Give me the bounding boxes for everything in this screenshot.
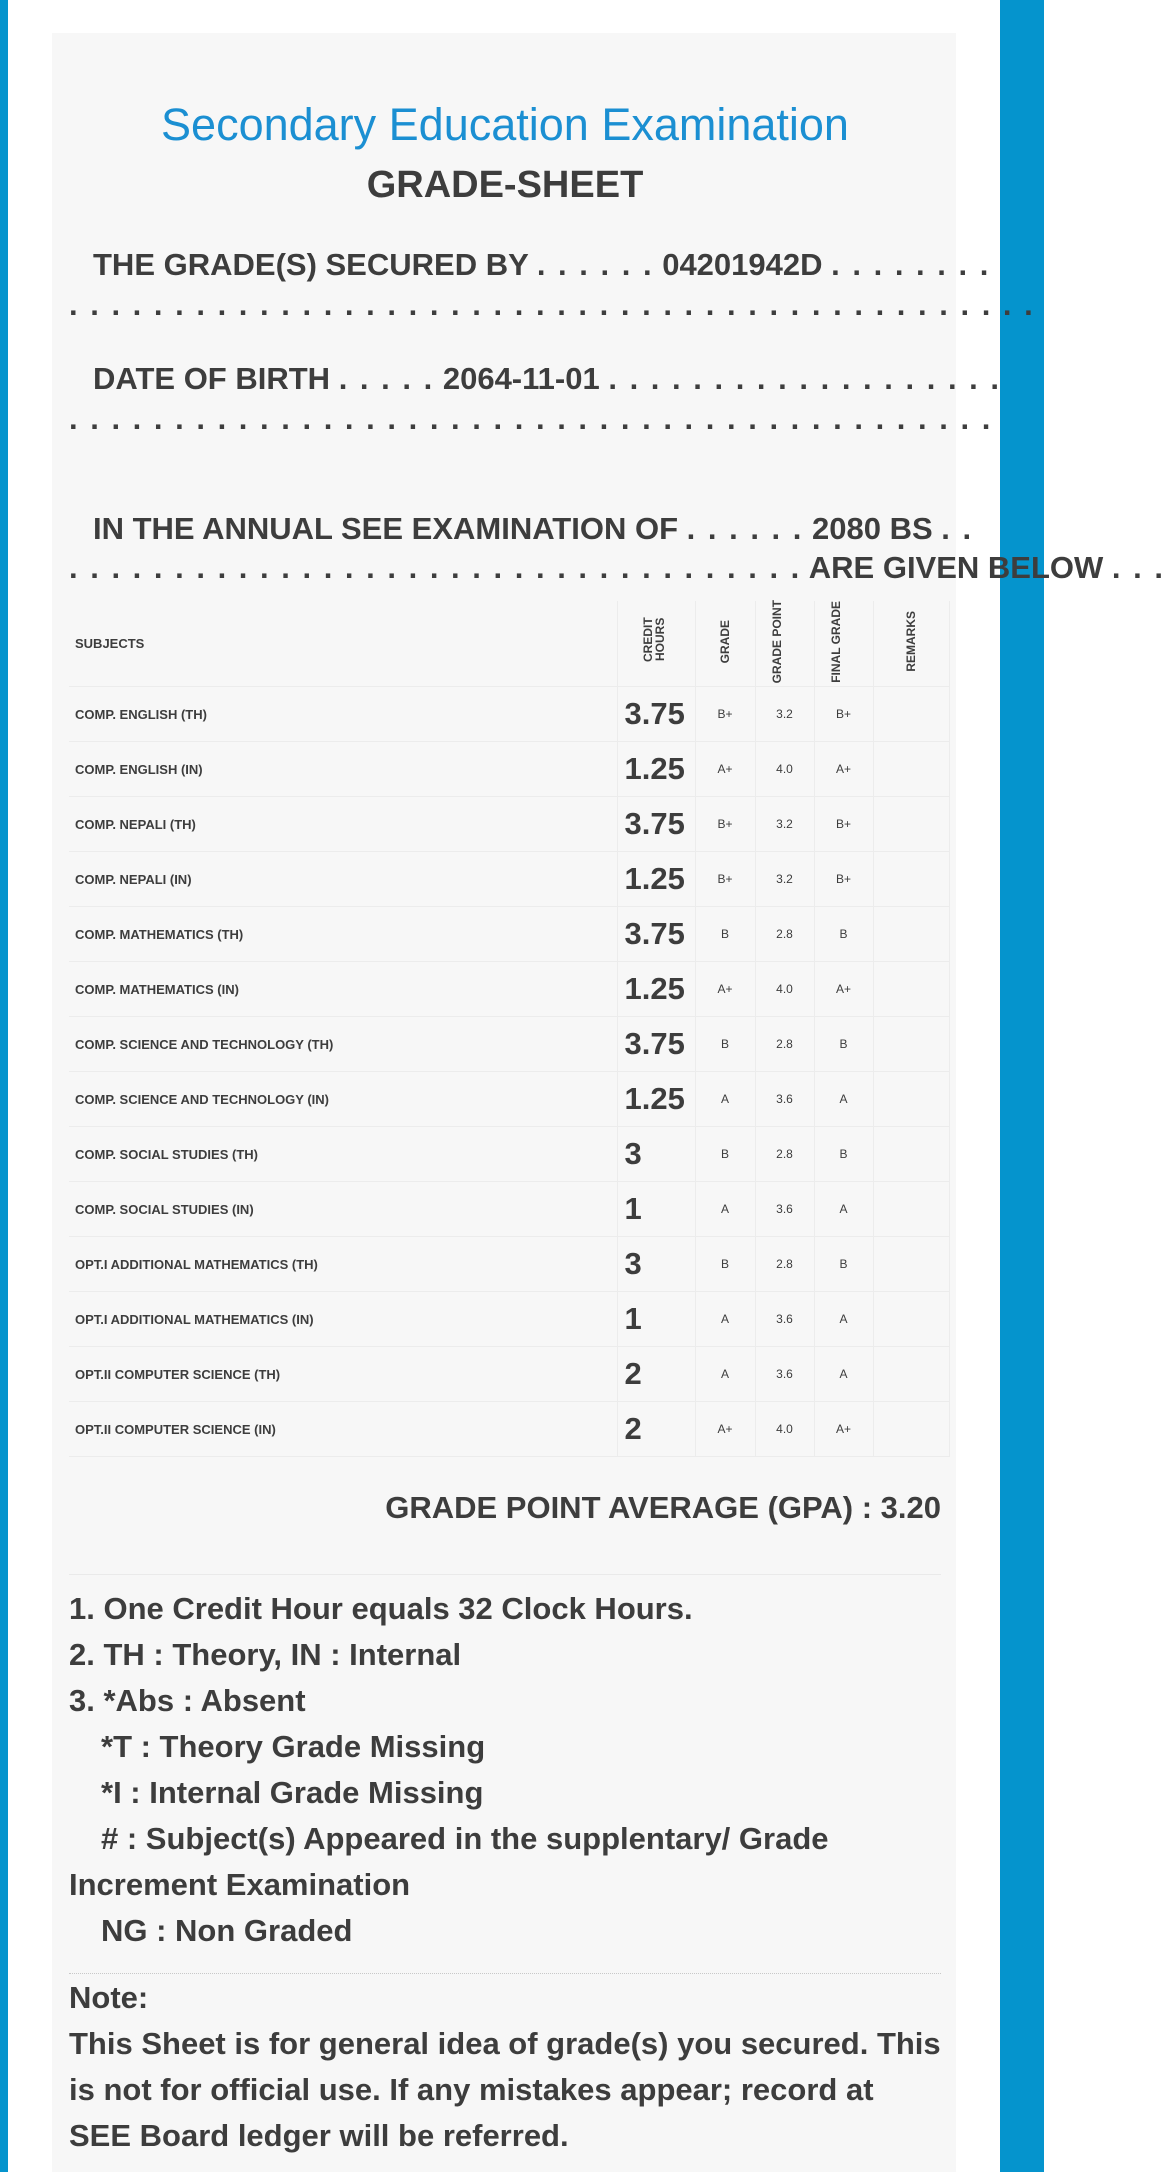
exam-year: 2080 BS <box>812 511 933 546</box>
legend-item: # : Subject(s) Appeared in the supplentary/ Grade <box>101 1821 829 1856</box>
grade-cell: A+ <box>695 962 755 1017</box>
subject-cell: COMP. SCIENCE AND TECHNOLOGY (IN) <box>69 1072 617 1127</box>
credit-hours-cell: 1.25 <box>617 742 695 797</box>
legend-item: Increment Examination <box>69 1867 411 1902</box>
dob-line: DATE OF BIRTH . . . . . 2064-11-01 . . . . . . . . . . . . . . . . . . . <box>93 361 1002 396</box>
final-grade-cell: B+ <box>814 852 873 907</box>
given-below-line: . . . . . . . . . . . . . . . . . . . . . . . . . . . . . . . . . . . ARE GIVEN BELOW . . . <box>69 550 1165 585</box>
table-row <box>69 1347 949 1402</box>
final-grade-cell: A <box>814 1182 873 1237</box>
remarks-cell <box>873 907 949 962</box>
remarks-cell <box>873 852 949 907</box>
final-grade-cell: A+ <box>814 962 873 1017</box>
table-row <box>69 797 949 852</box>
grade-cell: B+ <box>695 687 755 742</box>
table-row <box>69 1127 949 1182</box>
remarks-cell <box>873 1237 949 1292</box>
table-row <box>69 687 949 742</box>
grade-cell: B <box>695 1017 755 1072</box>
remarks-cell <box>873 1182 949 1237</box>
credit-hours-cell: 1.25 <box>617 1072 695 1127</box>
subject-cell: COMP. SCIENCE AND TECHNOLOGY (TH) <box>69 1017 617 1072</box>
grade-point-cell: 3.6 <box>755 1182 814 1237</box>
grade-point-cell: 3.2 <box>755 797 814 852</box>
grades-table-header <box>69 601 949 687</box>
credit-hours-cell: 1.25 <box>617 852 695 907</box>
grade-point-cell: 2.8 <box>755 907 814 962</box>
final-grade-header: FINAL GRADE <box>814 601 873 687</box>
symbol-number: 04201942D <box>662 247 823 282</box>
final-grade-cell: B <box>814 1127 873 1182</box>
exam-line: IN THE ANNUAL SEE EXAMINATION OF . . . . . . 2080 BS . . <box>93 511 974 546</box>
table-row <box>69 1017 949 1072</box>
credit-hours-cell: 2 <box>617 1402 695 1457</box>
subject-cell: OPT.II COMPUTER SCIENCE (TH) <box>69 1347 617 1402</box>
grades-table <box>69 601 950 1457</box>
grade-point-cell: 3.6 <box>755 1347 814 1402</box>
right-accent-bar <box>1000 0 1044 2172</box>
grade-cell: B <box>695 1237 755 1292</box>
legend-item: 2. TH : Theory, IN : Internal <box>69 1637 462 1672</box>
grade-point-cell: 4.0 <box>755 962 814 1017</box>
table-row <box>69 1402 949 1457</box>
grade-cell: A <box>695 1347 755 1402</box>
table-row <box>69 852 949 907</box>
final-grade-cell: A+ <box>814 1402 873 1457</box>
dotted-divider <box>69 1973 941 1974</box>
subject-cell: COMP. MATHEMATICS (TH) <box>69 907 617 962</box>
legend-list <box>69 1586 941 1954</box>
left-accent-bar <box>0 0 8 2172</box>
table-row <box>69 742 949 797</box>
subject-cell: COMP. SOCIAL STUDIES (TH) <box>69 1127 617 1182</box>
grade-cell: B <box>695 907 755 962</box>
credit-hours-cell: 3.75 <box>617 907 695 962</box>
grade-cell: B+ <box>695 797 755 852</box>
subject-cell: COMP. SOCIAL STUDIES (IN) <box>69 1182 617 1237</box>
dob-value: 2064-11-01 <box>442 361 600 396</box>
legend-item: 1. One Credit Hour equals 32 Clock Hours. <box>69 1591 693 1626</box>
credit-hours-cell: 3 <box>617 1237 695 1292</box>
grade-sheet-heading: GRADE-SHEET <box>366 164 644 206</box>
secured-by-line: THE GRADE(S) SECURED BY . . . . . . 04201942D . . . . . . . . <box>93 247 991 282</box>
remarks-cell <box>873 1017 949 1072</box>
grade-cell: B+ <box>695 852 755 907</box>
exam-label: IN THE ANNUAL SEE EXAMINATION OF <box>93 511 679 546</box>
exam-title: Secondary Education Examination <box>161 99 849 150</box>
credit-hours-cell: 3.75 <box>617 687 695 742</box>
grade-cell: A <box>695 1292 755 1347</box>
grade-cell: A+ <box>695 1402 755 1457</box>
grade-point-cell: 3.6 <box>755 1072 814 1127</box>
grade-sheet-card <box>52 33 1165 2172</box>
table-row <box>69 1292 949 1347</box>
grade-point-cell: 3.2 <box>755 852 814 907</box>
final-grade-cell: B <box>814 1017 873 1072</box>
credit-hours-cell: 1.25 <box>617 962 695 1017</box>
table-row <box>69 1072 949 1127</box>
subject-cell: COMP. MATHEMATICS (IN) <box>69 962 617 1017</box>
subject-cell: OPT.II COMPUTER SCIENCE (IN) <box>69 1402 617 1457</box>
dotted-filler-line: . . . . . . . . . . . . . . . . . . . . . . . . . . . . . . . . . . . . . . . . . . . . <box>69 401 993 436</box>
subject-cell: COMP. ENGLISH (TH) <box>69 687 617 742</box>
remarks-cell <box>873 1127 949 1182</box>
credit-hours-cell: 3 <box>617 1127 695 1182</box>
grade-point-cell: 2.8 <box>755 1017 814 1072</box>
remarks-header: REMARKS <box>873 601 949 687</box>
dob-label: DATE OF BIRTH <box>93 361 331 396</box>
remarks-cell <box>873 1402 949 1457</box>
note-heading: Note: <box>69 1980 149 2015</box>
legend-item: 3. *Abs : Absent <box>69 1683 306 1718</box>
subject-cell: COMP. NEPALI (TH) <box>69 797 617 852</box>
remarks-cell <box>873 797 949 852</box>
final-grade-cell: B <box>814 907 873 962</box>
dotted-filler-line: . . . . . . . . . . . . . . . . . . . . . . . . . . . . . . . . . . . . . . . . . . . . . . <box>69 287 1035 322</box>
remarks-cell <box>873 1347 949 1402</box>
remarks-cell <box>873 1072 949 1127</box>
remarks-cell <box>873 742 949 797</box>
grade-point-cell: 3.6 <box>755 1292 814 1347</box>
legend-item: *I : Internal Grade Missing <box>101 1775 484 1810</box>
grade-point-cell: 2.8 <box>755 1237 814 1292</box>
grade-point-cell: 4.0 <box>755 1402 814 1457</box>
grade-point-cell: 4.0 <box>755 742 814 797</box>
remarks-cell <box>873 1292 949 1347</box>
final-grade-cell: A+ <box>814 742 873 797</box>
credit-hours-cell: 1 <box>617 1292 695 1347</box>
secured-by-label: THE GRADE(S) SECURED BY <box>93 247 529 282</box>
remarks-cell <box>873 687 949 742</box>
subject-cell: OPT.I ADDITIONAL MATHEMATICS (IN) <box>69 1292 617 1347</box>
final-grade-cell: A <box>814 1292 873 1347</box>
grade-header: GRADE <box>695 601 755 687</box>
final-grade-cell: A <box>814 1347 873 1402</box>
grade-cell: A <box>695 1072 755 1127</box>
table-row <box>69 1237 949 1292</box>
subject-cell: COMP. NEPALI (IN) <box>69 852 617 907</box>
table-row <box>69 907 949 962</box>
table-row <box>69 962 949 1017</box>
grade-cell: A+ <box>695 742 755 797</box>
grade-cell: B <box>695 1127 755 1182</box>
remarks-cell <box>873 962 949 1017</box>
credit-hours-header: CREDIT HOURS <box>617 601 695 687</box>
legend-item: NG : Non Graded <box>101 1913 353 1948</box>
grade-point-cell: 2.8 <box>755 1127 814 1182</box>
final-grade-cell: B+ <box>814 797 873 852</box>
final-grade-cell: B <box>814 1237 873 1292</box>
credit-hours-cell: 2 <box>617 1347 695 1402</box>
subjects-header: SUBJECTS <box>69 601 617 687</box>
final-grade-cell: A <box>814 1072 873 1127</box>
final-grade-cell: B+ <box>814 687 873 742</box>
legend-item: *T : Theory Grade Missing <box>101 1729 486 1764</box>
credit-hours-cell: 3.75 <box>617 797 695 852</box>
grade-cell: A <box>695 1182 755 1237</box>
divider <box>69 1574 941 1575</box>
credit-hours-cell: 3.75 <box>617 1017 695 1072</box>
credit-hours-cell: 1 <box>617 1182 695 1237</box>
gpa-summary: GRADE POINT AVERAGE (GPA) : 3.20 <box>385 1490 941 1525</box>
note-body: This Sheet is for general idea of grade(s) you secured. This is not for official use. If any mistakes appear; record at SEE Board ledger will be referred. <box>69 2026 941 2153</box>
grade-point-cell: 3.2 <box>755 687 814 742</box>
grade-point-header: GRADE POINT <box>755 601 814 687</box>
table-row <box>69 1182 949 1237</box>
given-below-text: ARE GIVEN BELOW <box>808 550 1104 585</box>
subject-cell: OPT.I ADDITIONAL MATHEMATICS (TH) <box>69 1237 617 1292</box>
subject-cell: COMP. ENGLISH (IN) <box>69 742 617 797</box>
